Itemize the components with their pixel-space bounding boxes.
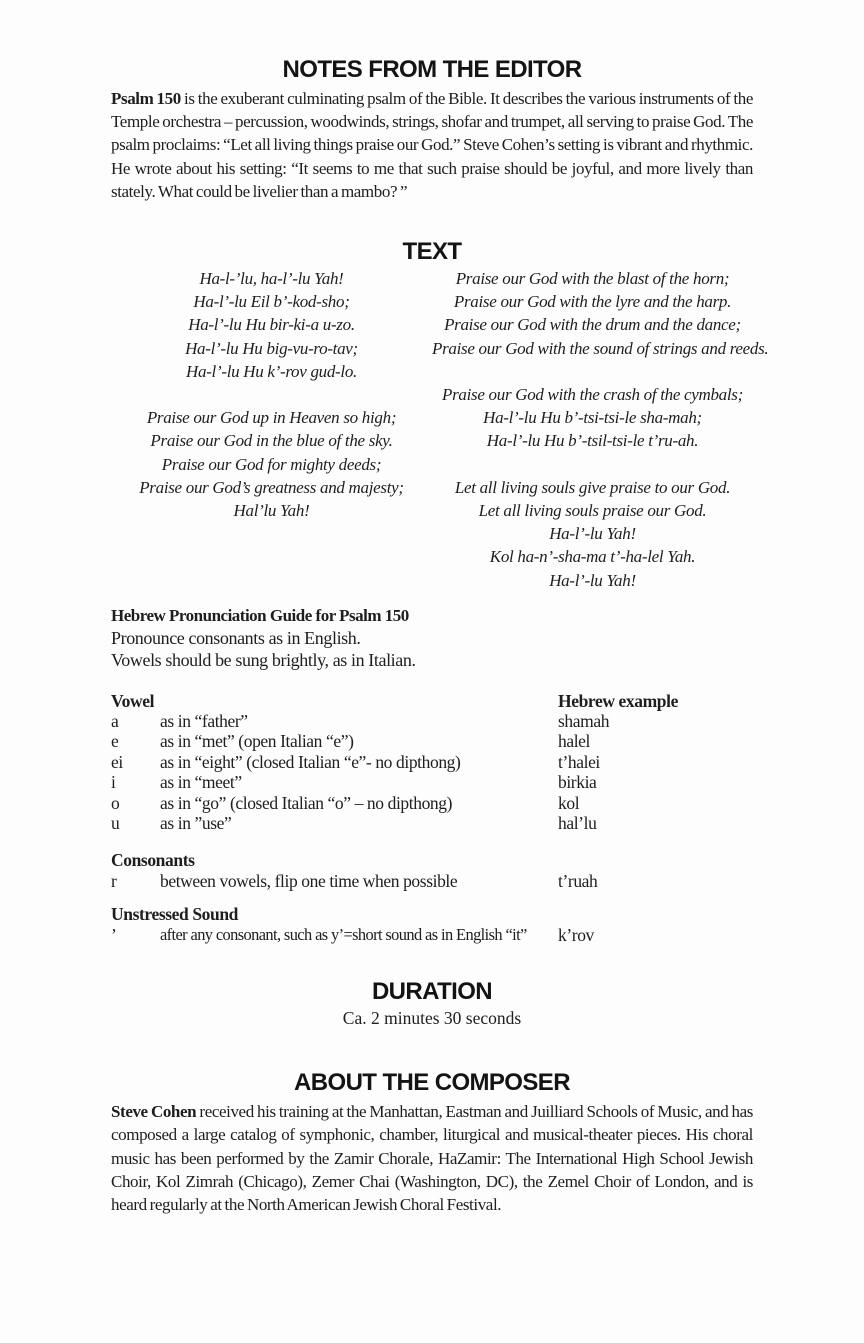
stanza-line: Praise our God’s greatness and majesty; <box>139 477 404 497</box>
example-column-header: Hebrew example <box>558 690 678 711</box>
unstressed-heading: Unstressed Sound <box>111 904 239 925</box>
editor-notes-paragraph <box>111 87 753 203</box>
vowel-example: hal’lu <box>558 813 597 834</box>
stanza-line: Hal’lu Yah! <box>233 501 310 521</box>
vowel-table-header <box>111 691 753 711</box>
stanza-line: Ha-l’-lu Hu b’-tsi-tsi-le sha-mah; <box>483 408 702 428</box>
vowel-table <box>111 691 753 834</box>
vowel-example: kol <box>558 792 580 813</box>
vowel-example: birkia <box>558 772 597 793</box>
vowel-example: t’halei <box>558 751 600 772</box>
lyrics-columns <box>111 267 769 592</box>
stanza-line: Kol ha-n’-sha-ma t’-ha-lel Yah. <box>489 547 696 567</box>
vowel-letter: ei <box>111 751 123 772</box>
stanza-line: Ha-l’-lu Eil b’-kod-sho; <box>193 292 350 312</box>
stanza-line: Ha-l’-lu Hu b’-tsil-tsi-le t’ru-ah. <box>486 431 699 451</box>
stanza-line: Praise our God with the lyre and the harp. <box>453 292 732 312</box>
stanza-english-2 <box>432 267 769 360</box>
unstressed-header-row <box>111 904 753 924</box>
vowel-letter: a <box>111 711 119 732</box>
vowel-desc: as in “father” <box>160 711 248 732</box>
text-heading: TEXT <box>402 238 462 266</box>
consonant-desc: between vowels, flip one time when possible <box>160 870 458 891</box>
vowel-desc: as in “eight” (closed Italian “e”- no dipthong) <box>160 751 461 772</box>
table-row <box>111 793 753 813</box>
consonants-header-row <box>111 850 753 870</box>
table-row <box>111 813 753 833</box>
editor-lead: Psalm 150 <box>111 89 181 108</box>
consonants-section <box>111 850 753 891</box>
stanza-line: Ha-l’-lu Hu big-vu-ro-tav; <box>185 338 358 358</box>
stanza-line: Praise our God up in Heaven so high; <box>146 408 397 428</box>
notes-heading: NOTES FROM THE EDITOR <box>282 56 582 83</box>
unstressed-letter: ’ <box>111 924 117 945</box>
stanza-mixed <box>432 383 753 453</box>
editor-body-text: is the exuberant culminating psalm of the Bible. It describes the various instruments of the Temple orchestra – percussion, woodwinds, strings, shofar and trumpet, all serving to praise God. The psalm proclaims: “Let all living things praise our God.” Steve Cohen’s setting is vibrant and rhythmic. He wrote about his setting: “It seems to me that such praise should be joyful, and more lively than stately. What could be livelier than a mambo? ” <box>111 89 753 201</box>
lyrics-right-column <box>432 267 769 592</box>
table-row <box>111 772 753 792</box>
stanza-line: Ha-l’-lu Yah! <box>549 524 636 544</box>
vowel-letter: u <box>111 813 120 834</box>
composer-paragraph <box>111 1100 753 1216</box>
unstressed-row <box>111 925 753 945</box>
vowel-letter: e <box>111 731 119 752</box>
vowel-example: shamah <box>558 711 610 732</box>
table-row <box>111 752 753 772</box>
vowel-column-header: Vowel <box>111 690 155 711</box>
guide-consonant-note: Pronounce consonants as in English. <box>111 627 361 648</box>
consonant-row <box>111 871 753 891</box>
lyrics-left-column <box>111 267 432 592</box>
stanza-line: Praise our God for mighty deeds; <box>161 454 382 474</box>
vowel-letter: o <box>111 792 120 813</box>
vowel-desc: as in “met” (open Italian “e”) <box>160 731 354 752</box>
stanza-line: Praise our God with the blast of the horn; <box>455 269 730 289</box>
vowel-letter: i <box>111 772 116 793</box>
unstressed-section <box>111 904 753 945</box>
pronunciation-guide-heading: Hebrew Pronunciation Guide for Psalm 150 <box>111 605 409 625</box>
stanza-line: Let all living souls give praise to our God. <box>454 477 731 497</box>
unstressed-example: k’rov <box>558 924 594 945</box>
consonant-letter: r <box>111 870 117 891</box>
stanza-line: Let all living souls praise our God. <box>478 501 707 521</box>
stanza-closing <box>432 476 753 592</box>
guide-vowel-note: Vowels should be sung brightly, as in Italian. <box>111 650 416 671</box>
stanza-line: Ha-l’-lu Hu k’-rov gud-lo. <box>186 361 357 381</box>
stanza-line: Praise our God in the blue of the sky. <box>150 431 393 451</box>
stanza-line: Praise our God with the crash of the cymbals; <box>442 385 743 405</box>
vowel-example: halel <box>558 731 591 752</box>
consonant-example: t’ruah <box>558 870 598 891</box>
vowel-desc: as in “go” (closed Italian “o” – no dipthong) <box>160 792 453 813</box>
vowel-desc: as in ”use” <box>160 813 232 834</box>
stanza-line: Ha-l’-lu Hu bir-ki-a u-zo. <box>188 315 355 335</box>
consonants-heading: Consonants <box>111 850 195 871</box>
unstressed-desc: after any consonant, such as y’=short sound as in English “it” <box>160 924 527 944</box>
stanza-line: Ha-l-’lu, ha-l’-lu Yah! <box>199 269 344 289</box>
stanza-english-1 <box>111 406 432 522</box>
composer-heading: ABOUT THE COMPOSER <box>294 1069 570 1097</box>
table-row <box>111 731 753 751</box>
composer-body-text: received his training at the Manhattan, Eastman and Juilliard Schools of Music, and has composed a large catalog of symphonic, chamber, liturgical and musical-theater pieces. His choral music has been performed by the Zamir Chorale, HaZamir: The International High School Jewish Choir, Kol Zimrah (Chicago), Zemer Chai (Washington, DC), the Zemel Choir of London, and is heard regularly at the North American Jewish Choral Festival. <box>111 1102 753 1214</box>
vowel-desc: as in “meet” <box>160 772 242 793</box>
stanza-line: Praise our God with the sound of strings and reeds. <box>432 338 769 358</box>
stanza-line: Ha-l’-lu Yah! <box>549 570 636 590</box>
composer-lead: Steve Cohen <box>111 1102 197 1122</box>
stanza-line: Praise our God with the drum and the dance; <box>444 315 741 335</box>
duration-heading: DURATION <box>371 978 493 1006</box>
stanza-hebrew-1 <box>111 267 432 383</box>
duration-value: Ca. 2 minutes 30 seconds <box>342 1008 522 1029</box>
table-row <box>111 711 753 731</box>
